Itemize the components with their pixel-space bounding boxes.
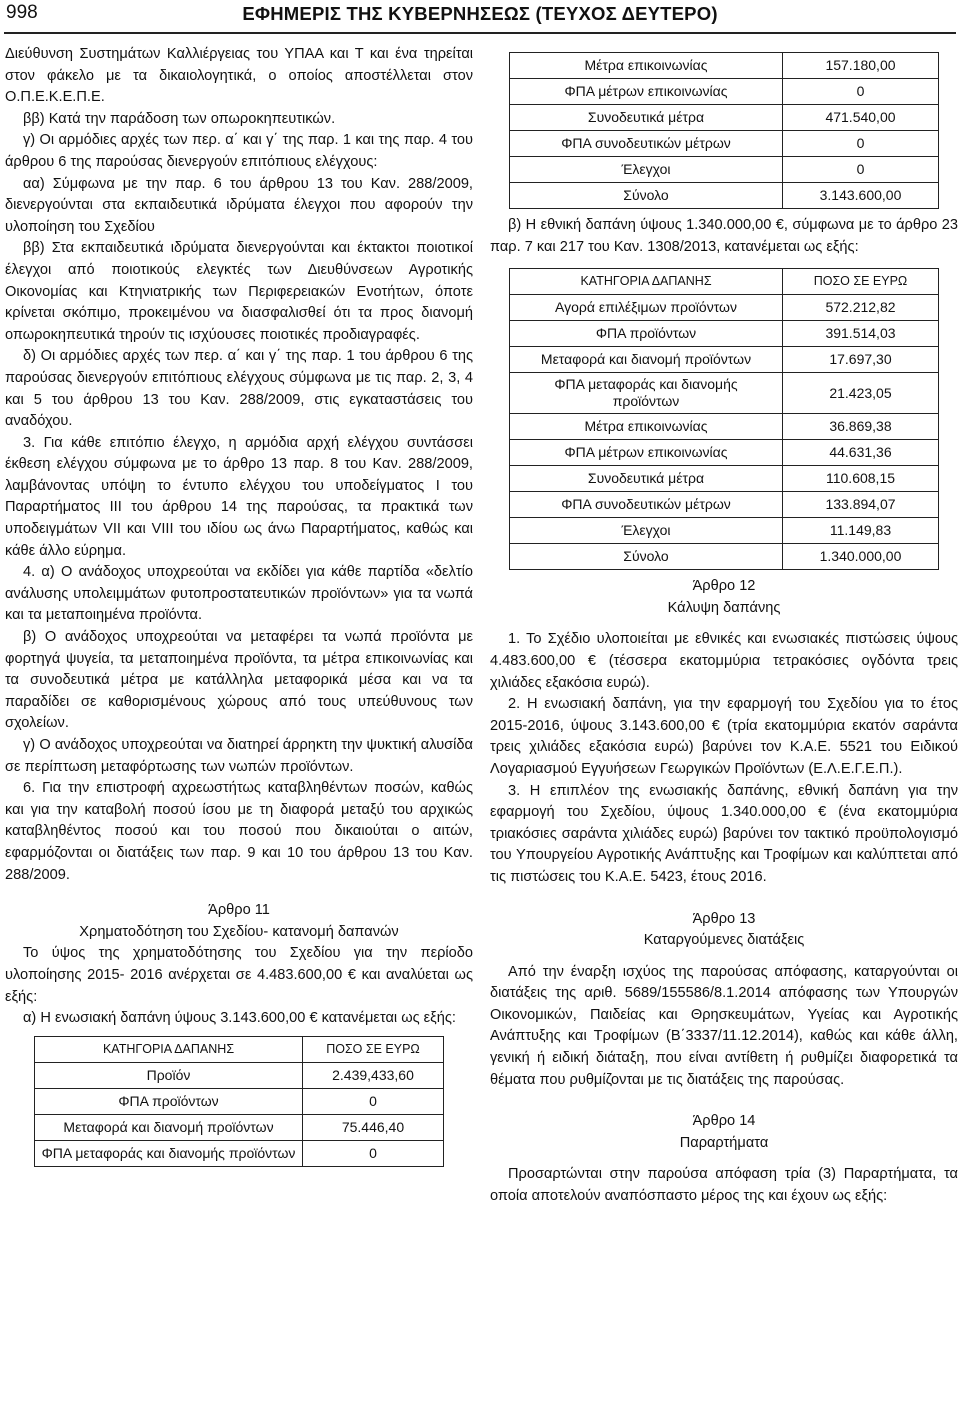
table-cell: 36.869,38 [783,414,939,440]
article-12-subtitle: Κάλυψη δαπάνης [667,599,781,616]
left-column [5,44,473,1173]
national-expense-table [509,268,939,570]
page-header [0,0,960,30]
paragraph: 2. Η ενωσιακή δαπάνη, για την εφαρμογή του Σχεδίου για το έτος 2015-2016, ύψους 3.143.600,00 € (τρία εκατομμύρια εκατόν σαράντα τρεις χιλιάδες εξακόσια ευρώ) βαρύνει τον Κ.Α.Ε. 5521 του Ειδικού Λογαριασμού Εγγυήσεων Γεωργικών Προϊόντων (Ε.Λ.Ε.Γ.Ε.Π.). [490,696,958,777]
table-row [510,544,939,570]
table-cell: Προϊόν [35,1062,303,1088]
table-cell: 1.340.000,00 [783,544,939,570]
table-row [510,183,939,209]
eu-expense-table-continued [509,52,939,209]
paragraph: 3. Για κάθε επιτόπιο έλεγχο, η αρμόδια αρχή ελέγχου συντάσσει έκθεση ελέγχου σύμφωνα με το άρθρο 13 παρ. 8 του Καν. 288/2009, λαμβάνοντας υπόψη το έντυπο ελέγχου του υποδείγματος Ι του Παραρτήματος ΙΙΙ του άρθρου 14 της παρούσας, τα πρακτικά των υποδειγμάτων VII και VIII του ιδίου ως άνω Παραρτήματος, καθώς και κάθε άλλο εύρημα. [5,434,473,559]
paragraph: 4. α) Ο ανάδοχος υποχρεούται να εκδίδει για κάθε παρτίδα «δελτίο ανάλυσης υπολειμμάτων φυτοπροστατευτικών προϊόντων» για τα νωπά και τα μεταποιημένα προϊόντα. [5,564,473,624]
table-cell: Συνοδευτικά μέτρα [510,105,783,131]
paragraph: 1. Το Σχέδιο υλοποιείται με εθνικές και ενωσιακές πιστώσεις ύψους 4.483.600,00 € (τέσσερα εκατομμύρια τετρακόσιες ογδόντα τρεις χιλιάδες εξακόσια ευρώ). [490,631,958,691]
paragraph: γ) Ο ανάδοχος υποχρεούται να διατηρεί άρρηκτη την ψυκτική αλυσίδα σε περίπτωση μεταφόρτωσης των νωπών προϊόντων. [5,737,473,775]
paragraph: β) Ο ανάδοχος υποχρεούται να μεταφέρει τα νωπά προϊόντα με φορτηγά ψυγεία, τα μεταποιημένα προϊόντα, τα μέτρα επικοινωνίας και τα συνοδευτικά μέτρα με κατάλληλα μεταφορικά μέσα και να τα παραδίδει σε καθορισμένους χώρους από τους υπεύθυνους των σχολείων. [5,629,473,732]
table-row [35,1114,444,1140]
table-row [510,347,939,373]
table-cell: Σύνολο [510,183,783,209]
table-cell: ΦΠΑ μεταφοράς και διανομής προϊόντων [35,1140,303,1166]
paragraph: β) Η εθνική δαπάνη ύψους 1.340.000,00 €, σύμφωνα με το άρθρο 23 παρ. 7 και 217 του Καν. 1308/2013, κατανέμεται ως εξής: [490,217,958,255]
table-cell: Μέτρα επικοινωνίας [510,53,783,79]
table-cell: 21.423,05 [783,373,939,414]
table-row [510,321,939,347]
table-row [510,105,939,131]
table-cell: ΦΠΑ προϊόντων [510,321,783,347]
table-cell: 3.143.600,00 [783,183,939,209]
table-row [510,492,939,518]
table-cell: ΦΠΑ μέτρων επικοινωνίας [510,440,783,466]
paragraph: ββ) Κατά την παράδοση των οπωροκηπευτικών. [23,110,336,127]
paragraph: Προσαρτώνται στην παρούσα απόφαση τρία (3) Παραρτήματα, τα οποία αποτελούν αναπόσπαστο μέρος της και έχουν ως εξής: [490,1166,958,1205]
table-cell: Έλεγχοι [510,518,783,544]
table-row [510,440,939,466]
table-row [510,79,939,105]
table-cell: 471.540,00 [783,105,939,131]
table-row [510,157,939,183]
article-11-subtitle: Χρηματοδότηση του Σχεδίου- κατανομή δαπανών [79,923,399,940]
table-cell: 17.697,30 [783,347,939,373]
table-row [510,373,939,414]
table-cell: ΦΠΑ μέτρων επικοινωνίας [510,79,783,105]
table-row [35,1088,444,1114]
table-row [510,53,939,79]
table-cell: Μεταφορά και διανομή προϊόντων [510,347,783,373]
paragraph: δ) Οι αρμόδιες αρχές των περ. α΄ και γ΄ της παρ. 1 του άρθρου 6 της παρούσας διενεργούν επιτόπιους ελέγχους σύμφωνα με τις παρ. 2, 3, 4 και 5 του άρθρου 13 του Καν. 288/2009, στις εγκαταστάσεις του αναδόχου. [5,348,473,430]
table-cell: 391.514,03 [783,321,939,347]
table-row [510,295,939,321]
table-cell: Μεταφορά και διανομή προϊόντων [35,1114,303,1140]
table-cell: Αγορά επιλέξιμων προϊόντων [510,295,783,321]
table-row [510,518,939,544]
table-row [510,414,939,440]
table-cell: 44.631,36 [783,440,939,466]
paragraph: Διεύθυνση Συστημάτων Καλλιέργειας του ΥΠΑΑ και Τ και ένα τηρείται στον φάκελο με τα δικαιολογητικά, ο οποίος αποστέλλεται στον Ο.Π.Ε.Κ.Ε.Π.Ε. [5,46,473,106]
table-cell: ΦΠΑ μεταφοράς και διανομής προϊόντων [510,373,783,414]
table-cell: Σύνολο [510,544,783,570]
table-cell: 572.212,82 [783,295,939,321]
table-cell: ΦΠΑ συνοδευτικών μέτρων [510,492,783,518]
table-cell: Έλεγχοι [510,157,783,183]
table-cell: 0 [303,1088,444,1114]
table-row [510,466,939,492]
article-12-title: Άρθρο 12 [692,578,756,595]
header-rule [4,32,956,34]
paragraph: 6. Για την επιστροφή αχρεωστήτως καταβληθέντων ποσών, καθώς και για την καταβολή ποσού ίσου με τη διαφορά μεταξύ του αρχικώς καταβληθέντος ποσού και του ποσού που δικαιούται ο αιτών, εφαρμόζονται οι διατάξεις των παρ. 9 και 10 του άρθρου 13 του Καν. 288/2009. [5,780,473,883]
table-row [35,1062,444,1088]
table-cell: 11.149,83 [783,518,939,544]
table-cell: 75.446,40 [303,1114,444,1140]
page-number: 998 [6,2,38,23]
eu-expense-table [34,1036,444,1167]
paragraph: γ) Οι αρμόδιες αρχές των περ. α΄ και γ΄ της παρ. 1 και της παρ. 4 του άρθρου 6 της παρούσας διενεργούν επιτόπιους ελέγχους: [5,132,473,170]
paragraph: 3. Η επιπλέον της ενωσιακής δαπάνης, εθνική δαπάνη για την εφαρμογή του Σχεδίου, ύψους 1.340.000,00 € (ένα εκατομμύρια τριακόσιες σαράντα χιλιάδες ευρώ) βαρύνει τον τακτικό προϋπολογισμό του Υπουργείου Αγροτικής Ανάπτυξης και Τροφίμων και καλύπτεται από τις πιστώσεις του Κ.Α.Ε. 5423, έτους 2016. [490,782,958,885]
right-column [490,52,958,1208]
table-cell: 110.608,15 [783,466,939,492]
table-header-amount: ΠΟΣΟ ΣΕ ΕΥΡΩ [303,1036,444,1062]
paragraph: αα) Σύμφωνα με την παρ. 6 του άρθρου 13 του Καν. 288/2009, διενεργούνται στα εκπαιδευτικά ιδρύματα έλεγχοι που αφορούν την υλοποίηση του Σχεδίου [5,175,473,235]
table-cell: ΦΠΑ συνοδευτικών μέτρων [510,131,783,157]
table-cell: ΦΠΑ προϊόντων [35,1088,303,1114]
paragraph: Από την έναρξη ισχύος της παρούσας απόφασης, καταργούνται οι διατάξεις της αριθ. 5689/155586/8.1.2014 απόφασης των Υπουργών Οικονομικών, Παιδείας και Θρησκευμάτων, Υγείας και Αγροτικής Ανάπτυξης και Τροφίμων (Β΄3337/11.12.2014), καθώς και κάθε άλλη, γενική ή ειδική διάταξη, που είναι αντίθετη ή ρυθμίζει διαφορετικά τα θέματα που ρυθμίζονται με τις διατάξεις της παρούσας. [490,963,958,1088]
table-cell: 0 [783,131,939,157]
table-row [35,1140,444,1166]
paragraph: Το ύψος της χρηματοδότησης του Σχεδίου για την περίοδο υλοποίησης 2015- 2016 ανέρχεται σε 4.483.600,00 € και αναλύεται ως εξής: [5,945,473,1005]
article-13-subtitle: Καταργούμενες διατάξεις [643,932,805,949]
paragraph: α) Η ενωσιακή δαπάνη ύψους 3.143.600,00 € κατανέμεται ως εξής: [23,1010,456,1027]
table-cell: 157.180,00 [783,53,939,79]
article-14-subtitle: Παραρτήματα [679,1134,769,1151]
table-header-category: ΚΑΤΗΓΟΡΙΑ ΔΑΠΑΝΗΣ [35,1036,303,1062]
table-cell: 0 [783,79,939,105]
table-row [510,131,939,157]
paragraph: ββ) Στα εκπαιδευτικά ιδρύματα διενεργούνται και έκτακτοι ποιοτικοί έλεγχοι από ποιοτικούς ελεγκτές των Διευθύνσεων Αγροτικής Οικονομίας και Κτηνιατρικής των Περιφερειακών Ενοτήτων, όποτε κρίνεται σκόπιμο, προκειμένου να διασφαλισθεί ότι τα προς διανομή οπωροκηπευτικά τηρούν τις ισχύουσες ποιοτικές προδιαγραφές. [5,240,473,343]
table-cell: 133.894,07 [783,492,939,518]
table-cell: 2.439,433,60 [303,1062,444,1088]
table-cell: 0 [783,157,939,183]
article-11-title: Άρθρο 11 [208,902,270,919]
table-cell: 0 [303,1140,444,1166]
table-cell: Συνοδευτικά μέτρα [510,466,783,492]
article-13-title: Άρθρο 13 [692,910,756,927]
table-header-category: ΚΑΤΗΓΟΡΙΑ ΔΑΠΑΝΗΣ [510,269,783,295]
article-14-title: Άρθρο 14 [692,1113,756,1130]
gazette-title: ΕΦΗΜΕΡΙΣ ΤΗΣ ΚΥΒΕΡΝΗΣΕΩΣ (ΤΕΥΧΟΣ ΔΕΥΤΕΡΟ) [242,3,718,24]
table-cell: Μέτρα επικοινωνίας [510,414,783,440]
table-header-amount: ΠΟΣΟ ΣΕ ΕΥΡΩ [783,269,939,295]
